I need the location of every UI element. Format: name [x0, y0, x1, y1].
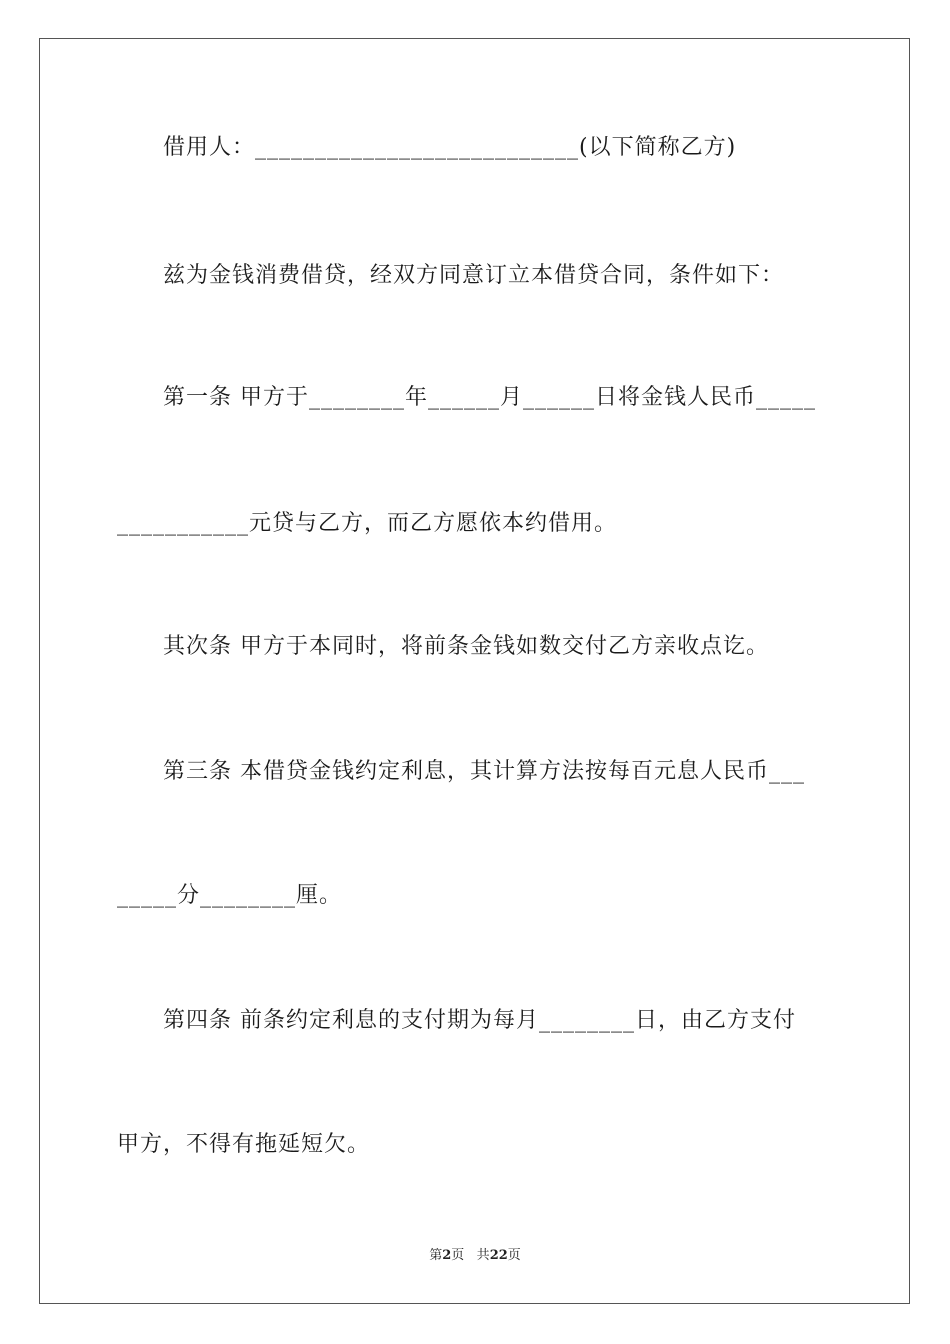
article-3-line-1: 第三条 本借贷金钱约定利息，其计算方法按每百元息人民币___	[163, 759, 805, 784]
article-4-line-1: 第四条 前条约定利息的支付期为每月________日，由乙方支付	[163, 1008, 796, 1033]
total-prefix: 共	[476, 1248, 490, 1263]
article-1-line-1: 第一条 甲方于________年______月______日将金钱人民币_____	[163, 385, 816, 410]
page-number: 2	[442, 1248, 452, 1263]
total-suffix: 页	[507, 1248, 521, 1263]
article-3-line-2: _____分________厘。	[117, 883, 343, 908]
borrower-line: 借用人：___________________________(以下简称乙方)	[163, 135, 737, 160]
article-2-paragraph: 其次条 甲方于本同时，将前条金钱如数交付乙方亲收点讫。	[163, 634, 769, 659]
page-border	[39, 38, 910, 1304]
article-4-line-2: 甲方，不得有拖延短欠。	[117, 1132, 371, 1157]
article-1-line-2: ___________元贷与乙方，而乙方愿依本约借用。	[117, 511, 618, 536]
page-suffix: 页	[451, 1248, 465, 1263]
total-pages: 22	[489, 1248, 508, 1263]
page-footer	[0, 1247, 950, 1265]
intro-paragraph: 兹为金钱消费借贷，经双方同意订立本借贷合同，条件如下：	[163, 263, 785, 288]
page-prefix: 第	[429, 1248, 443, 1263]
